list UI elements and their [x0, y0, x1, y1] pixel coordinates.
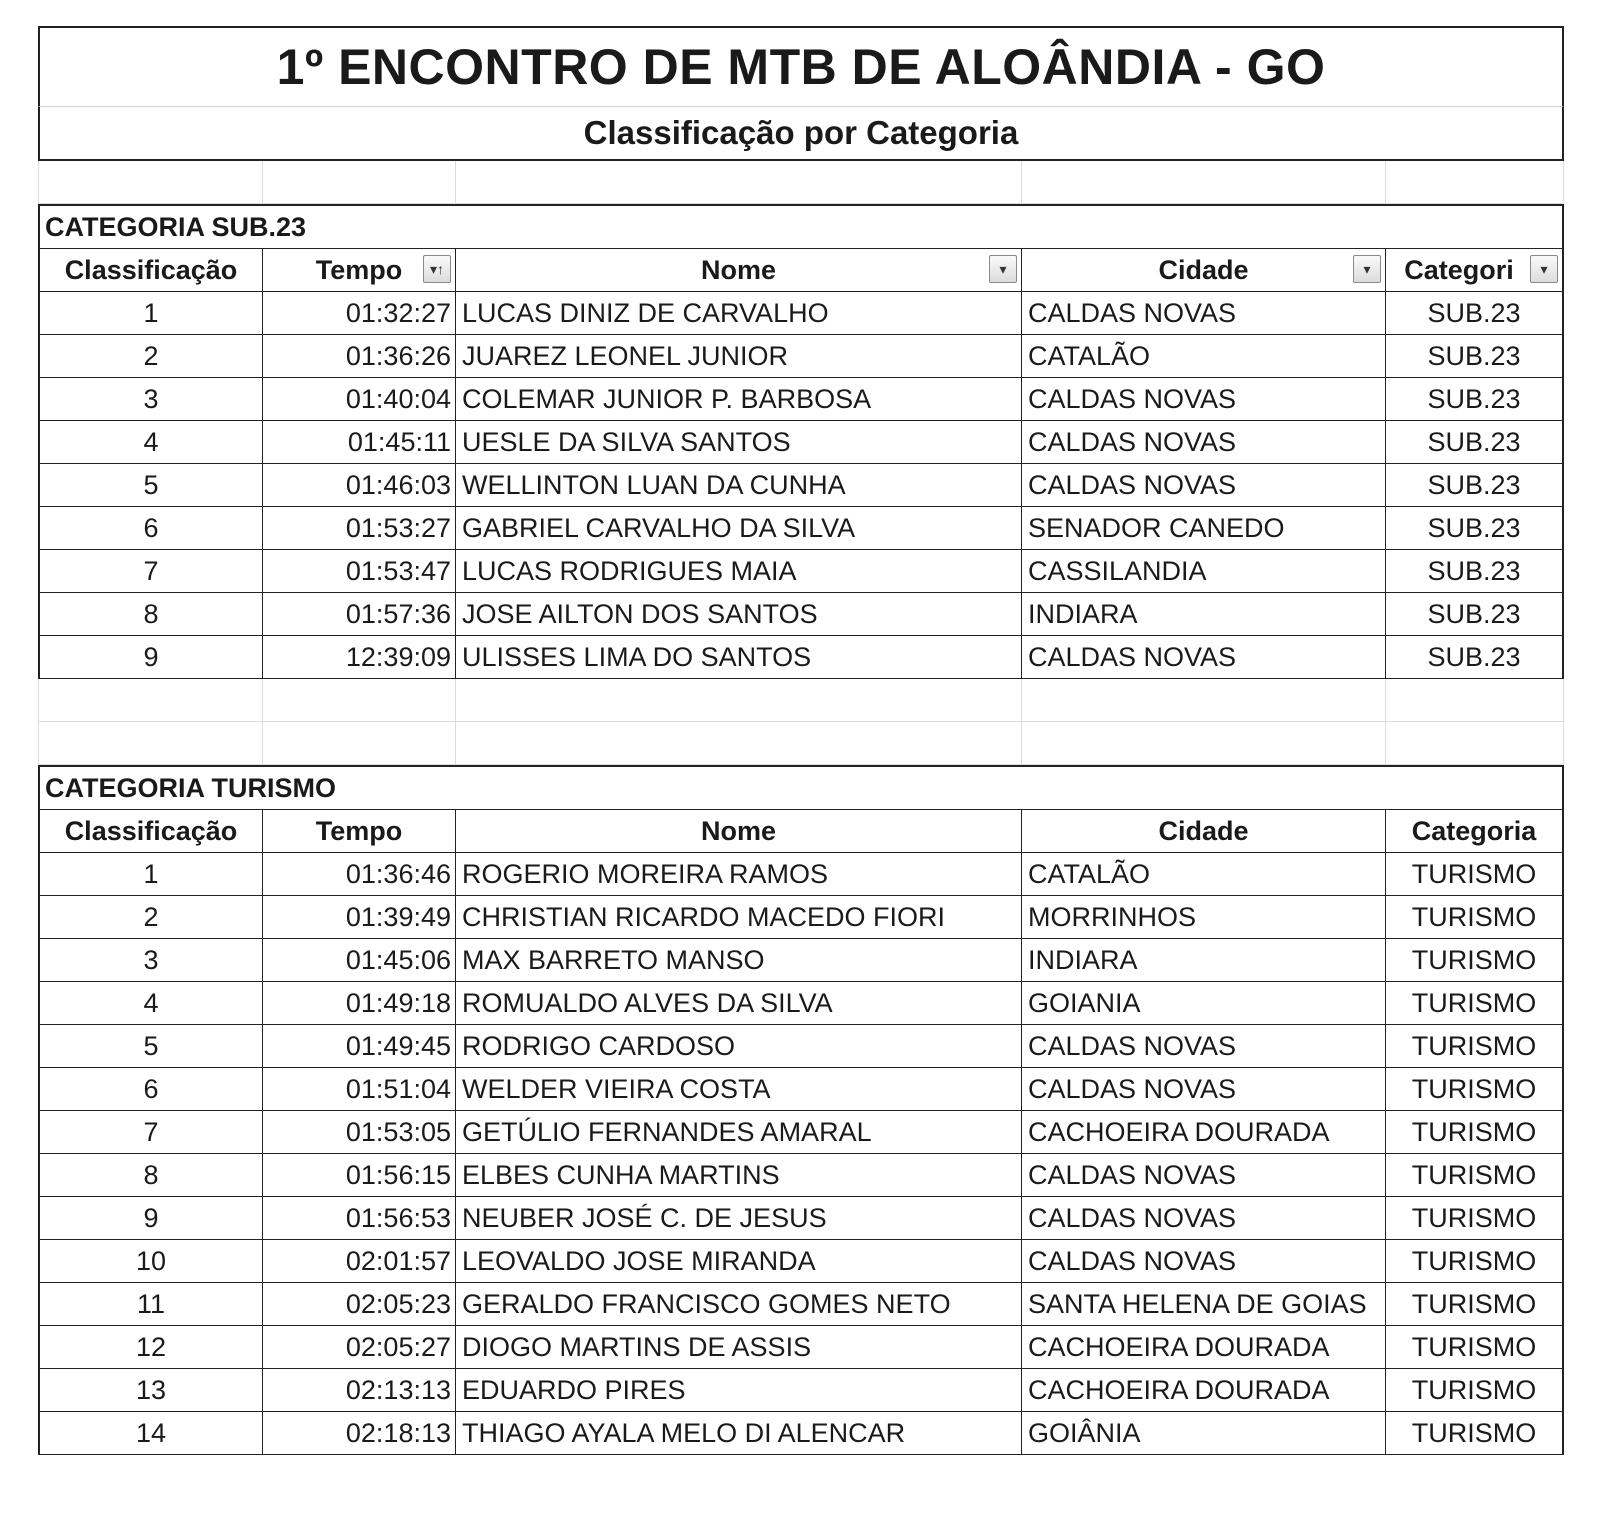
sort-filter-icon[interactable]: ▾↑ [423, 255, 451, 283]
cell-classificacao: 9 [38, 1197, 263, 1240]
header-cidade-label: Cidade [1158, 254, 1249, 285]
cell-categoria: TURISMO [1386, 1326, 1564, 1369]
cell-cidade: GOIÂNIA [1022, 1412, 1386, 1455]
header-cidade: Cidade [1022, 810, 1386, 853]
cell-nome: UESLE DA SILVA SANTOS [456, 421, 1022, 464]
cell-categoria: TURISMO [1386, 1369, 1564, 1412]
cell-classificacao: 5 [38, 1025, 263, 1068]
cell-nome: COLEMAR JUNIOR P. BARBOSA [456, 378, 1022, 421]
cell-nome: CHRISTIAN RICARDO MACEDO FIORI [456, 896, 1022, 939]
cell-classificacao: 2 [38, 896, 263, 939]
cell-categoria: TURISMO [1386, 939, 1564, 982]
cell-cidade: CACHOEIRA DOURADA [1022, 1326, 1386, 1369]
header-nome-label: Nome [700, 254, 776, 285]
header-tempo-label: Tempo [315, 254, 403, 285]
section-title-sub23: CATEGORIA SUB.23 [38, 204, 1564, 249]
results-table-sub23 [38, 249, 1564, 679]
cell-tempo: 01:53:47 [263, 550, 456, 593]
cell-classificacao: 2 [38, 335, 263, 378]
cell-nome: THIAGO AYALA MELO DI ALENCAR [456, 1412, 1022, 1455]
cell-classificacao: 5 [38, 464, 263, 507]
cell-cidade: CALDAS NOVAS [1022, 636, 1386, 679]
cell-nome: EDUARDO PIRES [456, 1369, 1022, 1412]
cell-nome: LEOVALDO JOSE MIRANDA [456, 1240, 1022, 1283]
cell-cidade: CALDAS NOVAS [1022, 1197, 1386, 1240]
cell-categoria: SUB.23 [1386, 378, 1564, 421]
cell-cidade: CALDAS NOVAS [1022, 378, 1386, 421]
cell-categoria: TURISMO [1386, 1111, 1564, 1154]
cell-categoria: TURISMO [1386, 1068, 1564, 1111]
cell-classificacao: 10 [38, 1240, 263, 1283]
cell-tempo: 01:39:49 [263, 896, 456, 939]
cell-tempo: 01:36:26 [263, 335, 456, 378]
cell-classificacao: 12 [38, 1326, 263, 1369]
cell-nome: JUAREZ LEONEL JUNIOR [456, 335, 1022, 378]
cell-tempo: 01:45:11 [263, 421, 456, 464]
cell-classificacao: 3 [38, 378, 263, 421]
cell-categoria: TURISMO [1386, 853, 1564, 896]
cell-cidade: CALDAS NOVAS [1022, 1068, 1386, 1111]
filter-dropdown-icon[interactable]: ▾ [1353, 255, 1381, 283]
cell-categoria: SUB.23 [1386, 464, 1564, 507]
cell-nome: RODRIGO CARDOSO [456, 1025, 1022, 1068]
cell-tempo: 01:46:03 [263, 464, 456, 507]
cell-categoria: SUB.23 [1386, 550, 1564, 593]
header-nome[interactable] [456, 249, 1022, 292]
cell-nome: WELLINTON LUAN DA CUNHA [456, 464, 1022, 507]
filter-dropdown-icon[interactable]: ▾ [989, 255, 1017, 283]
cell-cidade: CALDAS NOVAS [1022, 1240, 1386, 1283]
cell-categoria: SUB.23 [1386, 507, 1564, 550]
cell-cidade: CALDAS NOVAS [1022, 1154, 1386, 1197]
cell-nome: ELBES CUNHA MARTINS [456, 1154, 1022, 1197]
section-title-turismo: CATEGORIA TURISMO [38, 765, 1564, 810]
cell-tempo: 01:56:53 [263, 1197, 456, 1240]
cell-nome: GETÚLIO FERNANDES AMARAL [456, 1111, 1022, 1154]
cell-categoria: SUB.23 [1386, 421, 1564, 464]
cell-tempo: 01:32:27 [263, 292, 456, 335]
filter-dropdown-icon[interactable]: ▾ [1530, 255, 1558, 283]
cell-categoria: TURISMO [1386, 896, 1564, 939]
cell-tempo: 01:53:05 [263, 1111, 456, 1154]
empty-row [38, 679, 1564, 722]
cell-nome: GABRIEL CARVALHO DA SILVA [456, 507, 1022, 550]
cell-classificacao: 7 [38, 1111, 263, 1154]
cell-tempo: 01:53:27 [263, 507, 456, 550]
cell-tempo: 01:56:15 [263, 1154, 456, 1197]
cell-classificacao: 3 [38, 939, 263, 982]
cell-cidade: CALDAS NOVAS [1022, 464, 1386, 507]
cell-categoria: SUB.23 [1386, 593, 1564, 636]
cell-cidade: INDIARA [1022, 593, 1386, 636]
cell-classificacao: 14 [38, 1412, 263, 1455]
cell-classificacao: 11 [38, 1283, 263, 1326]
cell-classificacao: 6 [38, 507, 263, 550]
header-classificacao: Classificação [38, 810, 263, 853]
empty-row [38, 722, 1564, 765]
cell-nome: DIOGO MARTINS DE ASSIS [456, 1326, 1022, 1369]
cell-classificacao: 1 [38, 292, 263, 335]
cell-nome: NEUBER JOSÉ C. DE JESUS [456, 1197, 1022, 1240]
cell-categoria: TURISMO [1386, 1283, 1564, 1326]
cell-cidade: CALDAS NOVAS [1022, 1025, 1386, 1068]
header-categoria: Categoria [1386, 810, 1564, 853]
cell-nome: LUCAS RODRIGUES MAIA [456, 550, 1022, 593]
cell-tempo: 01:45:06 [263, 939, 456, 982]
cell-classificacao: 9 [38, 636, 263, 679]
cell-categoria: TURISMO [1386, 1025, 1564, 1068]
cell-cidade: GOIANIA [1022, 982, 1386, 1025]
cell-nome: ROGERIO MOREIRA RAMOS [456, 853, 1022, 896]
header-nome: Nome [456, 810, 1022, 853]
cell-cidade: CALDAS NOVAS [1022, 292, 1386, 335]
cell-cidade: CACHOEIRA DOURADA [1022, 1111, 1386, 1154]
cell-cidade: CALDAS NOVAS [1022, 421, 1386, 464]
cell-categoria: SUB.23 [1386, 292, 1564, 335]
cell-tempo: 01:49:18 [263, 982, 456, 1025]
cell-nome: ROMUALDO ALVES DA SILVA [456, 982, 1022, 1025]
cell-classificacao: 7 [38, 550, 263, 593]
cell-classificacao: 4 [38, 982, 263, 1025]
results-table-turismo [38, 810, 1564, 1455]
cell-categoria: SUB.23 [1386, 335, 1564, 378]
cell-cidade: CACHOEIRA DOURADA [1022, 1369, 1386, 1412]
cell-categoria: TURISMO [1386, 1197, 1564, 1240]
header-cidade[interactable] [1022, 249, 1386, 292]
cell-tempo: 01:49:45 [263, 1025, 456, 1068]
cell-cidade: CATALÃO [1022, 853, 1386, 896]
cell-tempo: 02:05:27 [263, 1326, 456, 1369]
cell-cidade: SENADOR CANEDO [1022, 507, 1386, 550]
cell-tempo: 02:05:23 [263, 1283, 456, 1326]
cell-nome: WELDER VIEIRA COSTA [456, 1068, 1022, 1111]
cell-categoria: SUB.23 [1386, 636, 1564, 679]
cell-classificacao: 1 [38, 853, 263, 896]
header-classificacao: Classificação [38, 249, 263, 292]
cell-classificacao: 8 [38, 1154, 263, 1197]
cell-tempo: 01:51:04 [263, 1068, 456, 1111]
header-tempo: Tempo [263, 810, 456, 853]
cell-classificacao: 6 [38, 1068, 263, 1111]
cell-tempo: 02:01:57 [263, 1240, 456, 1283]
cell-cidade: CASSILANDIA [1022, 550, 1386, 593]
cell-categoria: TURISMO [1386, 1412, 1564, 1455]
cell-categoria: TURISMO [1386, 1240, 1564, 1283]
spreadsheet [38, 26, 1564, 1455]
cell-cidade: CATALÃO [1022, 335, 1386, 378]
cell-cidade: SANTA HELENA DE GOIAS [1022, 1283, 1386, 1326]
cell-categoria: TURISMO [1386, 982, 1564, 1025]
sheet-subtitle: Classificação por Categoria [38, 106, 1564, 161]
empty-row [38, 161, 1564, 204]
cell-nome: JOSE AILTON DOS SANTOS [456, 593, 1022, 636]
cell-cidade: INDIARA [1022, 939, 1386, 982]
cell-tempo: 01:40:04 [263, 378, 456, 421]
cell-classificacao: 13 [38, 1369, 263, 1412]
header-categoria-label: Categori [1404, 254, 1514, 285]
cell-tempo: 02:13:13 [263, 1369, 456, 1412]
cell-nome: ULISSES LIMA DO SANTOS [456, 636, 1022, 679]
cell-nome: LUCAS DINIZ DE CARVALHO [456, 292, 1022, 335]
cell-classificacao: 8 [38, 593, 263, 636]
sheet-title: 1º ENCONTRO DE MTB DE ALOÂNDIA - GO [38, 26, 1564, 106]
cell-cidade: MORRINHOS [1022, 896, 1386, 939]
cell-tempo: 01:36:46 [263, 853, 456, 896]
cell-classificacao: 4 [38, 421, 263, 464]
cell-nome: GERALDO FRANCISCO GOMES NETO [456, 1283, 1022, 1326]
cell-categoria: TURISMO [1386, 1154, 1564, 1197]
cell-tempo: 12:39:09 [263, 636, 456, 679]
header-categoria[interactable] [1386, 249, 1564, 292]
cell-tempo: 02:18:13 [263, 1412, 456, 1455]
cell-tempo: 01:57:36 [263, 593, 456, 636]
header-tempo[interactable] [263, 249, 456, 292]
cell-nome: MAX BARRETO MANSO [456, 939, 1022, 982]
